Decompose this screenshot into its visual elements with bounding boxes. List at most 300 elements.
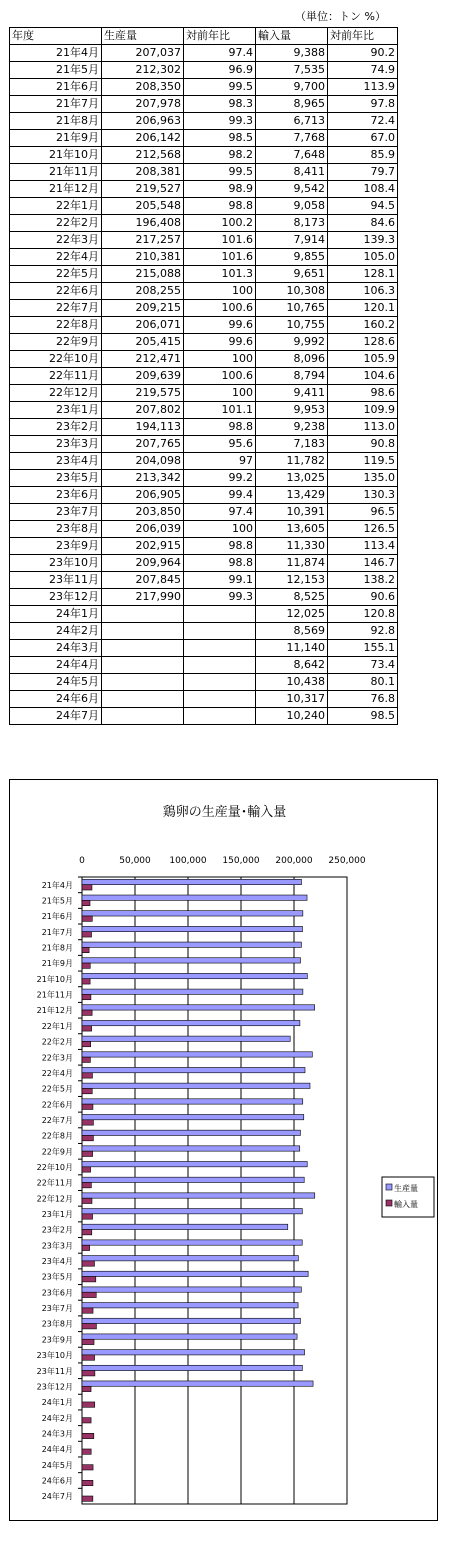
bar-import: [82, 1245, 90, 1250]
table-row: [10, 147, 398, 164]
bar-import: [82, 932, 92, 937]
cell-production-yoy: 98.5: [184, 130, 256, 147]
cell-production: 209,639: [102, 368, 184, 385]
cell-production: 204,098: [102, 453, 184, 470]
cell-month: 24年3月: [10, 640, 102, 657]
cell-month: 22年3月: [10, 232, 102, 249]
cell-import: 8,411: [256, 164, 328, 181]
cell-month: 22年10月: [10, 351, 102, 368]
bar-import: [82, 1088, 92, 1093]
cell-production-yoy: 95.6: [184, 436, 256, 453]
cell-month: 23年2月: [10, 419, 102, 436]
cell-import-yoy: 90.2: [328, 45, 398, 62]
cell-production: [102, 708, 184, 725]
cell-production: [102, 606, 184, 623]
cell-import-yoy: 138.2: [328, 572, 398, 589]
cell-import-yoy: 92.8: [328, 623, 398, 640]
cell-import: 9,700: [256, 79, 328, 96]
cell-production-yoy: [184, 606, 256, 623]
cell-import: 11,874: [256, 555, 328, 572]
table-row: [10, 453, 398, 470]
y-tick-label: 22年5月: [41, 1084, 73, 1094]
cell-month: 22年6月: [10, 283, 102, 300]
cell-import-yoy: 90.8: [328, 436, 398, 453]
cell-import-yoy: 126.5: [328, 521, 398, 538]
cell-month: 22年11月: [10, 368, 102, 385]
cell-import: 7,768: [256, 130, 328, 147]
bar-import: [82, 1277, 96, 1282]
cell-import: 11,140: [256, 640, 328, 657]
cell-import-yoy: 155.1: [328, 640, 398, 657]
cell-import: 8,642: [256, 657, 328, 674]
cell-production: 207,978: [102, 96, 184, 113]
cell-month: 21年10月: [10, 147, 102, 164]
cell-month: 23年5月: [10, 470, 102, 487]
cell-production: 208,381: [102, 164, 184, 181]
cell-import-yoy: 128.1: [328, 266, 398, 283]
bar-production: [82, 1067, 305, 1072]
y-tick-label: 22年4月: [41, 1068, 73, 1078]
table-row: [10, 79, 398, 96]
legend-swatch: [386, 1200, 392, 1206]
y-tick-label: 23年3月: [41, 1241, 73, 1251]
cell-import-yoy: 72.4: [328, 113, 398, 130]
y-tick-label: 24年4月: [41, 1445, 73, 1455]
cell-production: 212,471: [102, 351, 184, 368]
y-tick-label: 22年7月: [41, 1115, 73, 1125]
cell-month: 22年12月: [10, 385, 102, 402]
header-import-yoy: 対前年比: [328, 28, 398, 45]
cell-production-yoy: 99.5: [184, 79, 256, 96]
bar-production: [82, 1005, 315, 1010]
cell-import-yoy: 84.6: [328, 215, 398, 232]
y-tick-label: 23年2月: [41, 1225, 73, 1235]
cell-month: 22年4月: [10, 249, 102, 266]
cell-import-yoy: 67.0: [328, 130, 398, 147]
cell-month: 21年4月: [10, 45, 102, 62]
table-row: [10, 283, 398, 300]
y-tick-label: 23年8月: [41, 1319, 73, 1329]
cell-import-yoy: 146.7: [328, 555, 398, 572]
cell-import-yoy: 80.1: [328, 674, 398, 691]
cell-production: 209,964: [102, 555, 184, 572]
cell-production-yoy: [184, 674, 256, 691]
y-tick-label: 22年3月: [41, 1053, 73, 1063]
bar-import: [82, 1135, 93, 1140]
cell-month: 22年5月: [10, 266, 102, 283]
table-row: [10, 589, 398, 606]
cell-import: 10,438: [256, 674, 328, 691]
table-row: [10, 62, 398, 79]
cell-import-yoy: 73.4: [328, 657, 398, 674]
cell-import-yoy: 79.7: [328, 164, 398, 181]
cell-month: 21年11月: [10, 164, 102, 181]
cell-production: 203,850: [102, 504, 184, 521]
cell-month: 23年1月: [10, 402, 102, 419]
cell-production-yoy: 99.6: [184, 334, 256, 351]
cell-month: 23年11月: [10, 572, 102, 589]
cell-import: 11,782: [256, 453, 328, 470]
legend-swatch: [386, 1184, 392, 1190]
bar-import: [82, 1386, 91, 1391]
bar-production: [82, 958, 301, 963]
cell-production-yoy: [184, 640, 256, 657]
cell-import-yoy: 98.5: [328, 708, 398, 725]
cell-import: 10,755: [256, 317, 328, 334]
bar-production: [82, 1099, 303, 1104]
cell-import: 7,914: [256, 232, 328, 249]
table-row: [10, 555, 398, 572]
bar-import: [82, 1480, 93, 1485]
y-tick-label: 23年1月: [41, 1210, 73, 1220]
table-row: [10, 674, 398, 691]
cell-production: [102, 623, 184, 640]
cell-production: 206,071: [102, 317, 184, 334]
bar-import: [82, 1230, 92, 1235]
y-tick-label: 24年3月: [41, 1429, 73, 1439]
cell-production: 217,990: [102, 589, 184, 606]
y-tick-label: 21年5月: [41, 896, 73, 906]
cell-production: 207,037: [102, 45, 184, 62]
cell-production-yoy: 100.2: [184, 215, 256, 232]
cell-import: 10,765: [256, 300, 328, 317]
bar-production: [82, 1318, 300, 1323]
cell-production-yoy: 99.2: [184, 470, 256, 487]
y-tick-label: 23年10月: [36, 1351, 73, 1361]
cell-import-yoy: 130.3: [328, 487, 398, 504]
bar-import: [82, 1371, 95, 1376]
cell-month: 21年7月: [10, 96, 102, 113]
cell-production: 213,342: [102, 470, 184, 487]
table-row: [10, 538, 398, 555]
cell-month: 24年4月: [10, 657, 102, 674]
cell-month: 23年6月: [10, 487, 102, 504]
y-tick-label: 23年6月: [41, 1288, 73, 1298]
bar-production: [82, 1036, 290, 1041]
cell-import-yoy: 109.9: [328, 402, 398, 419]
bar-import: [82, 947, 89, 952]
cell-import-yoy: 106.3: [328, 283, 398, 300]
cell-production-yoy: 97: [184, 453, 256, 470]
bar-chart: [10, 780, 437, 1520]
cell-month: 23年4月: [10, 453, 102, 470]
cell-production-yoy: 97.4: [184, 504, 256, 521]
cell-month: 22年8月: [10, 317, 102, 334]
bar-production: [82, 1365, 302, 1370]
cell-import: 8,096: [256, 351, 328, 368]
y-tick-label: 21年9月: [41, 959, 73, 969]
cell-production-yoy: [184, 691, 256, 708]
cell-import: 9,388: [256, 45, 328, 62]
cell-import: 7,183: [256, 436, 328, 453]
bar-production: [82, 1256, 298, 1261]
cell-import-yoy: 94.5: [328, 198, 398, 215]
table-body: [10, 45, 398, 725]
table-row: [10, 640, 398, 657]
cell-month: 24年6月: [10, 691, 102, 708]
cell-production: 219,575: [102, 385, 184, 402]
y-tick-label: 22年10月: [36, 1162, 73, 1172]
cell-production: 219,527: [102, 181, 184, 198]
cell-production-yoy: [184, 657, 256, 674]
cell-month: 24年7月: [10, 708, 102, 725]
x-tick-label: 0: [79, 856, 85, 866]
table-row: [10, 504, 398, 521]
cell-import: 8,794: [256, 368, 328, 385]
y-tick-label: 21年6月: [41, 912, 73, 922]
bar-production: [82, 1303, 298, 1308]
table-row: [10, 351, 398, 368]
table-row: [10, 708, 398, 725]
bar-import: [82, 916, 92, 921]
cell-import: 9,542: [256, 181, 328, 198]
legend-label: 生産量: [394, 1184, 418, 1193]
header-import: 輸入量: [256, 28, 328, 45]
y-tick-label: 24年1月: [41, 1398, 73, 1408]
cell-production: 196,408: [102, 215, 184, 232]
bar-import: [82, 994, 91, 999]
table-row: [10, 45, 398, 62]
cell-import-yoy: 105.0: [328, 249, 398, 266]
x-tick-label: 100,000: [169, 856, 207, 866]
table-row: [10, 96, 398, 113]
cell-production: [102, 674, 184, 691]
y-tick-label: 22年9月: [41, 1147, 73, 1157]
cell-production-yoy: 99.3: [184, 589, 256, 606]
bar-import: [82, 1073, 92, 1078]
bar-import: [82, 1010, 92, 1015]
bar-import: [82, 1104, 93, 1109]
cell-production: 206,142: [102, 130, 184, 147]
cell-production-yoy: 98.2: [184, 147, 256, 164]
cell-production: 206,963: [102, 113, 184, 130]
cell-import-yoy: 120.1: [328, 300, 398, 317]
cell-production: [102, 691, 184, 708]
cell-month: 24年2月: [10, 623, 102, 640]
table-row: [10, 691, 398, 708]
y-tick-label: 21年12月: [36, 1006, 73, 1016]
cell-month: 21年5月: [10, 62, 102, 79]
cell-production-yoy: 99.1: [184, 572, 256, 589]
cell-production: 194,113: [102, 419, 184, 436]
unit-note: （単位：トン %）: [295, 10, 386, 23]
bar-production: [82, 1271, 308, 1276]
plot-frame: [82, 877, 347, 1504]
bar-production: [82, 1130, 300, 1135]
bar-import: [82, 1057, 90, 1062]
bar-production: [82, 1334, 297, 1339]
table-row: [10, 419, 398, 436]
cell-month: 21年9月: [10, 130, 102, 147]
table-row: [10, 572, 398, 589]
cell-month: 23年10月: [10, 555, 102, 572]
cell-production-yoy: [184, 708, 256, 725]
chart-title: 鶏卵の生産量･輸入量: [162, 805, 287, 820]
bar-import: [82, 1120, 93, 1125]
bar-import: [82, 1151, 93, 1156]
cell-production: 208,255: [102, 283, 184, 300]
cell-production-yoy: 99.3: [184, 113, 256, 130]
bar-import: [82, 1308, 93, 1313]
y-tick-label: 23年4月: [41, 1257, 73, 1267]
cell-import-yoy: 160.2: [328, 317, 398, 334]
cell-production-yoy: 99.5: [184, 164, 256, 181]
cell-production-yoy: 100: [184, 521, 256, 538]
cell-import: 8,525: [256, 589, 328, 606]
bar-production: [82, 1052, 312, 1057]
bar-import: [82, 1355, 95, 1360]
cell-import: 8,569: [256, 623, 328, 640]
cell-import: 8,173: [256, 215, 328, 232]
cell-import: 13,605: [256, 521, 328, 538]
table-row: [10, 113, 398, 130]
y-tick-label: 24年6月: [41, 1476, 73, 1486]
bar-production: [82, 1193, 315, 1198]
cell-production: 205,548: [102, 198, 184, 215]
y-tick-label: 24年5月: [41, 1460, 73, 1470]
cell-import: 10,308: [256, 283, 328, 300]
bar-import: [82, 1324, 96, 1329]
cell-import: 13,429: [256, 487, 328, 504]
cell-production-yoy: [184, 623, 256, 640]
cell-import: 7,648: [256, 147, 328, 164]
bar-import: [82, 1402, 95, 1407]
cell-import: 10,317: [256, 691, 328, 708]
table-row: [10, 232, 398, 249]
y-tick-label: 23年9月: [41, 1335, 73, 1345]
table-row: [10, 623, 398, 640]
bar-production: [82, 1177, 304, 1182]
y-tick-label: 22年12月: [36, 1194, 73, 1204]
cell-import-yoy: 113.0: [328, 419, 398, 436]
cell-month: 22年2月: [10, 215, 102, 232]
cell-import: 9,411: [256, 385, 328, 402]
cell-production-yoy: 98.9: [184, 181, 256, 198]
bar-production: [82, 1350, 305, 1355]
y-tick-label: 21年7月: [41, 927, 73, 937]
bar-import: [82, 1496, 93, 1501]
table-row: [10, 317, 398, 334]
cell-production-yoy: 100: [184, 385, 256, 402]
cell-import: 9,992: [256, 334, 328, 351]
table-row: [10, 334, 398, 351]
legend-box: [382, 1177, 434, 1217]
cell-month: 21年6月: [10, 79, 102, 96]
cell-production-yoy: 100.6: [184, 300, 256, 317]
y-tick-label: 21年10月: [36, 974, 73, 984]
bar-production: [82, 1240, 302, 1245]
y-tick-label: 23年11月: [36, 1366, 73, 1376]
cell-month: 23年12月: [10, 589, 102, 606]
table-row: [10, 606, 398, 623]
table-row: [10, 300, 398, 317]
cell-import-yoy: 105.9: [328, 351, 398, 368]
table-row: [10, 266, 398, 283]
cell-month: 23年9月: [10, 538, 102, 555]
table-row: [10, 487, 398, 504]
cell-production-yoy: 101.3: [184, 266, 256, 283]
bar-production: [82, 1083, 310, 1088]
cell-month: 24年5月: [10, 674, 102, 691]
cell-production-yoy: 100: [184, 351, 256, 368]
bar-production: [82, 1381, 313, 1386]
cell-month: 22年7月: [10, 300, 102, 317]
bar-import: [82, 1261, 94, 1266]
bar-import: [82, 885, 92, 890]
table-row: [10, 181, 398, 198]
x-tick-label: 150,000: [222, 856, 260, 866]
bar-import: [82, 979, 90, 984]
bar-production: [82, 1162, 307, 1167]
bar-production: [82, 989, 303, 994]
cell-production: 209,215: [102, 300, 184, 317]
cell-import-yoy: 113.9: [328, 79, 398, 96]
y-tick-label: 23年7月: [41, 1304, 73, 1314]
cell-import-yoy: 128.6: [328, 334, 398, 351]
bar-production: [82, 895, 307, 900]
cell-production: 208,350: [102, 79, 184, 96]
cell-import: 6,713: [256, 113, 328, 130]
cell-production: 207,765: [102, 436, 184, 453]
header-year: 年度: [10, 28, 102, 45]
cell-production: 217,257: [102, 232, 184, 249]
cell-production-yoy: 98.8: [184, 555, 256, 572]
bar-production: [82, 1224, 288, 1229]
cell-import: 13,025: [256, 470, 328, 487]
cell-production-yoy: 100.6: [184, 368, 256, 385]
cell-import-yoy: 119.5: [328, 453, 398, 470]
bar-import: [82, 1292, 96, 1297]
cell-production-yoy: 99.6: [184, 317, 256, 334]
cell-import-yoy: 76.8: [328, 691, 398, 708]
bar-import: [82, 1339, 94, 1344]
cell-month: 21年8月: [10, 113, 102, 130]
header-production: 生産量: [102, 28, 184, 45]
cell-production-yoy: 96.9: [184, 62, 256, 79]
cell-month: 24年1月: [10, 606, 102, 623]
y-tick-label: 24年7月: [41, 1492, 73, 1502]
bar-production: [82, 973, 307, 978]
table-row: [10, 164, 398, 181]
cell-month: 23年3月: [10, 436, 102, 453]
cell-production: 215,088: [102, 266, 184, 283]
table-row: [10, 249, 398, 266]
cell-production: 206,905: [102, 487, 184, 504]
table-row: [10, 470, 398, 487]
bar-import: [82, 900, 90, 905]
bar-import: [82, 1465, 93, 1470]
bar-production: [82, 1114, 304, 1119]
table-row: [10, 402, 398, 419]
y-tick-label: 23年5月: [41, 1272, 73, 1282]
cell-production-yoy: 101.6: [184, 232, 256, 249]
cell-import-yoy: 139.3: [328, 232, 398, 249]
bar-production: [82, 1209, 302, 1214]
cell-production-yoy: 98.8: [184, 538, 256, 555]
cell-production-yoy: 98.8: [184, 198, 256, 215]
cell-import: 12,153: [256, 572, 328, 589]
cell-month: 21年12月: [10, 181, 102, 198]
cell-import-yoy: 90.6: [328, 589, 398, 606]
bar-import: [82, 1449, 91, 1454]
cell-import: 9,238: [256, 419, 328, 436]
bar-production: [82, 1020, 300, 1025]
bar-import: [82, 963, 90, 968]
cell-import: 9,651: [256, 266, 328, 283]
y-tick-label: 22年1月: [41, 1021, 73, 1031]
chart-area: [9, 779, 438, 1521]
cell-production: 202,915: [102, 538, 184, 555]
